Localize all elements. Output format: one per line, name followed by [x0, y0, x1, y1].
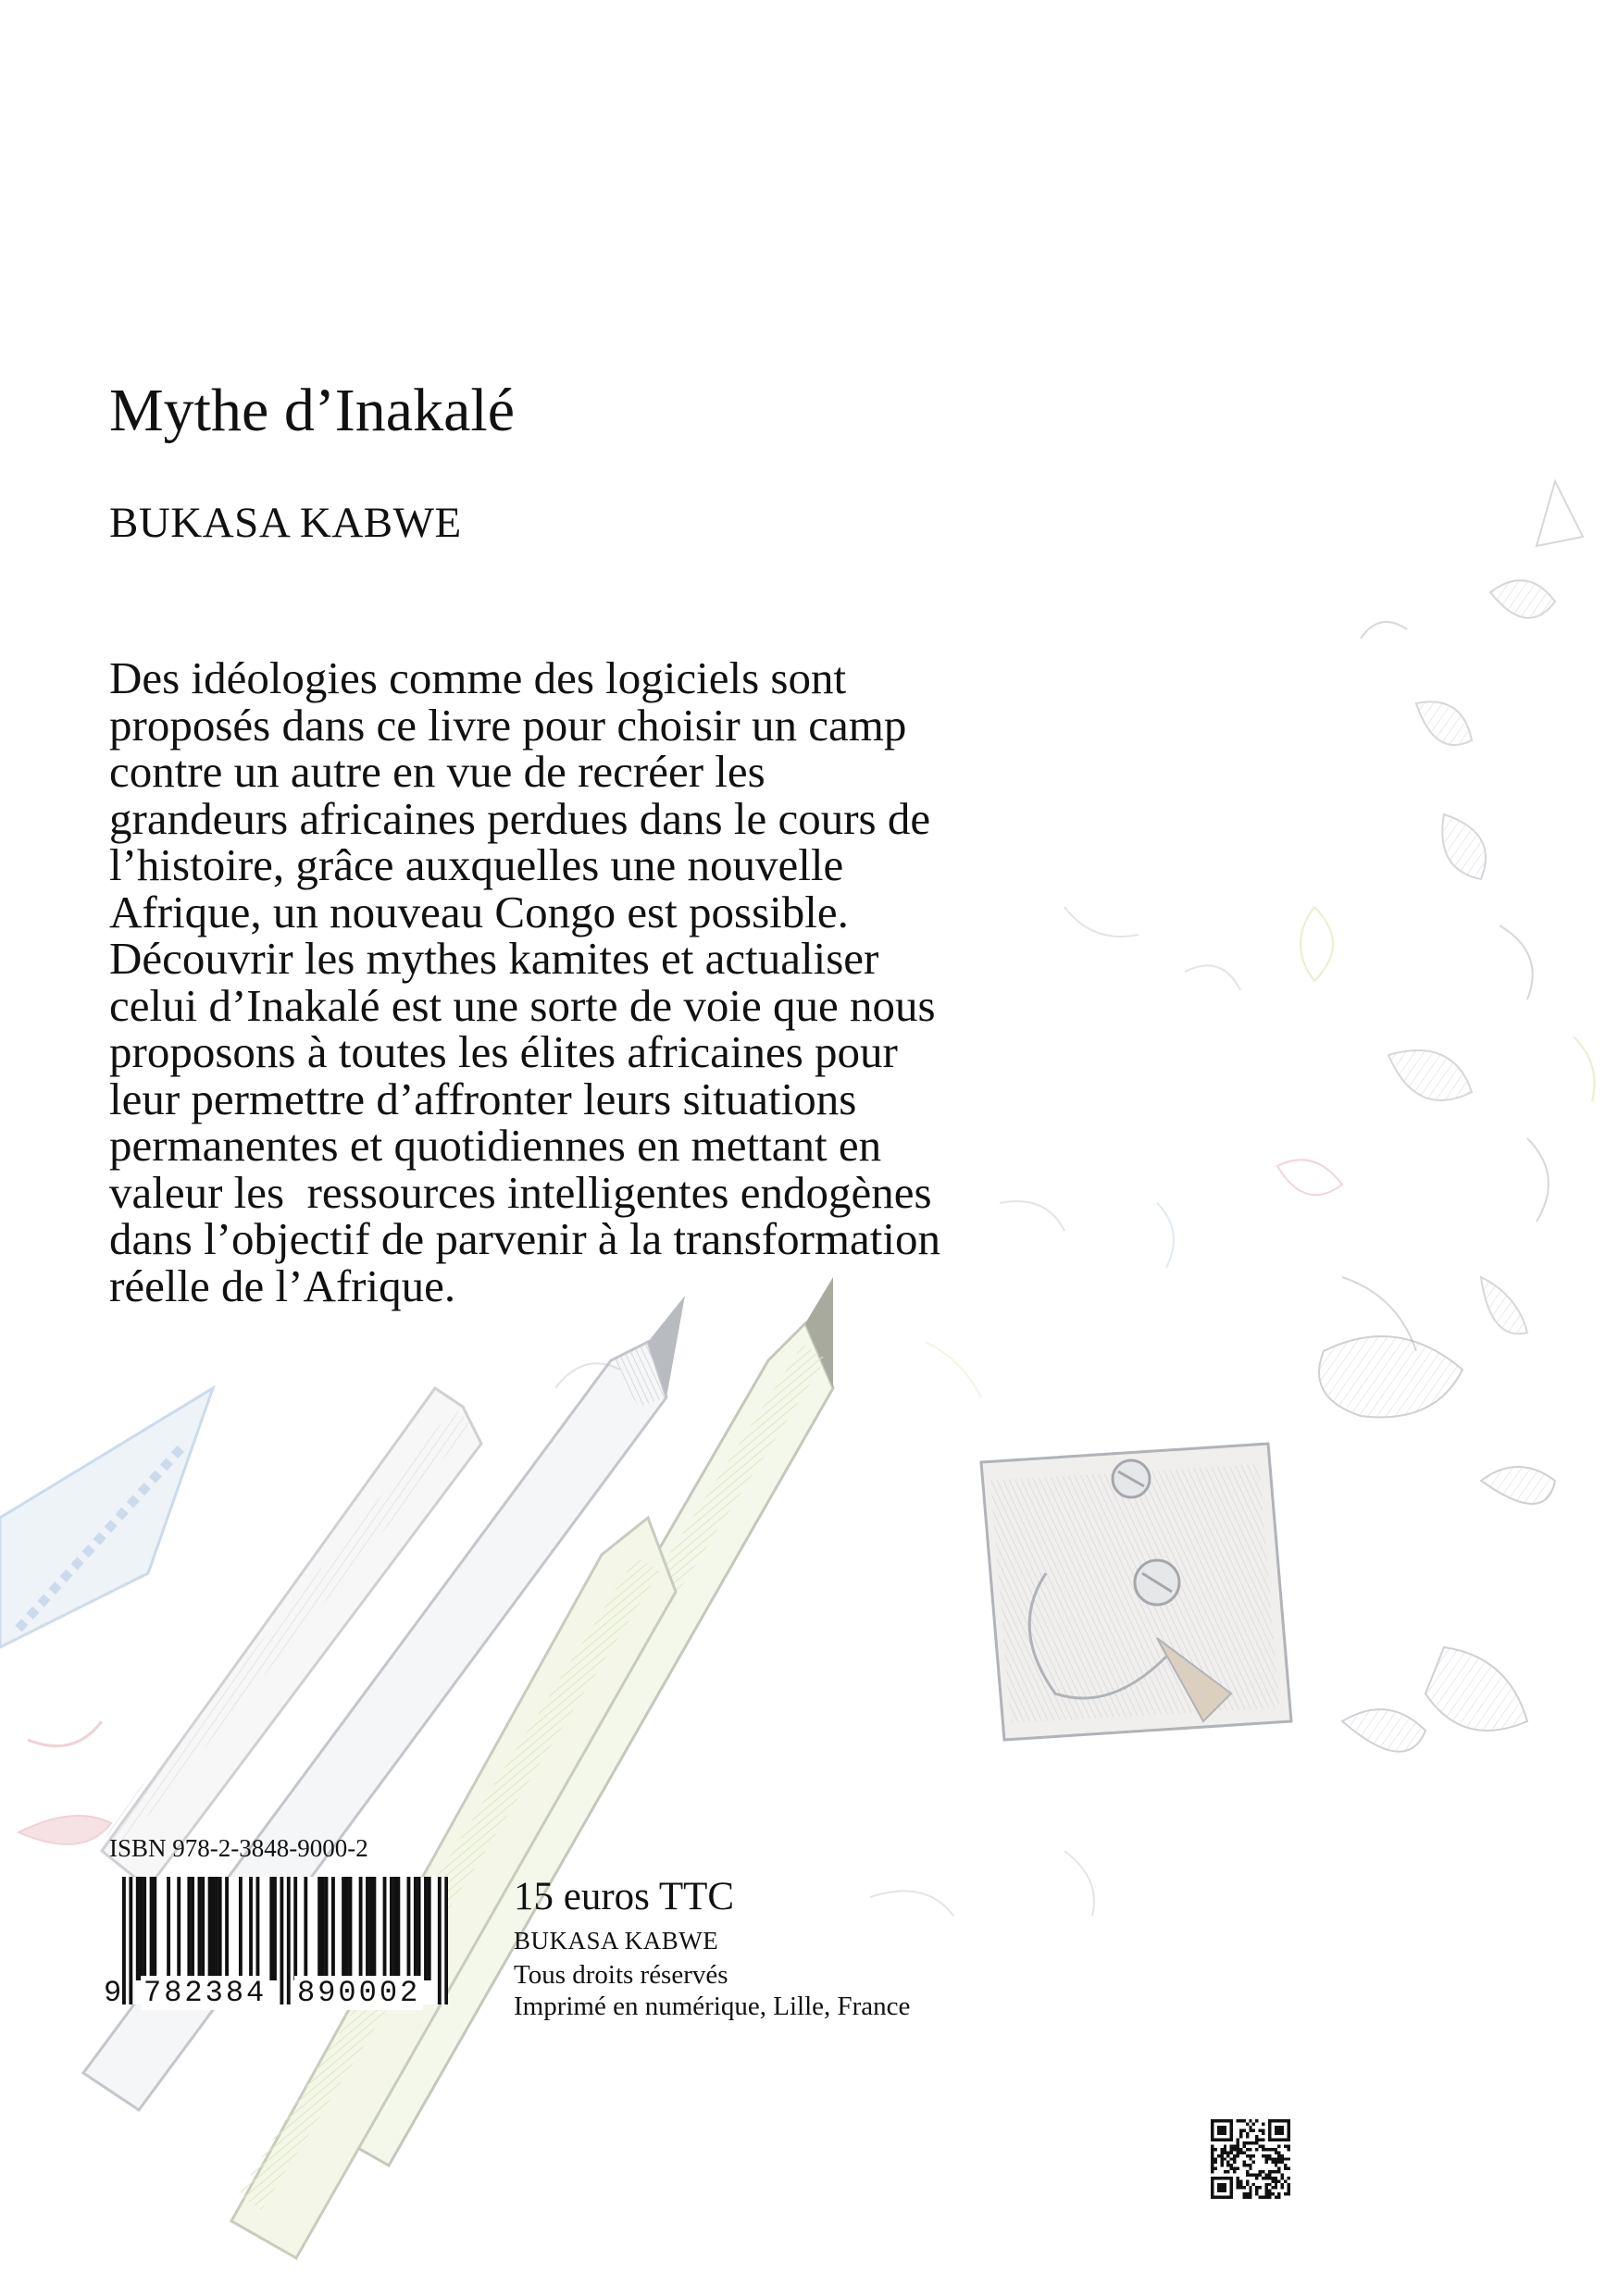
barcode-bar — [187, 1877, 191, 1980]
barcode-bar — [215, 1877, 218, 1980]
barcode-bar — [218, 1877, 222, 1980]
barcode-bar — [383, 1877, 387, 1980]
blurb-line: grandeurs africaines perdues dans le cours de — [109, 792, 931, 844]
barcode-bar — [321, 1877, 325, 1980]
barcode-bar — [293, 1877, 297, 1980]
barcode-bar — [140, 1877, 143, 1980]
blurb-line: Découvrir les mythes kamites et actualiser — [109, 933, 879, 984]
barcode-bar — [256, 1877, 260, 1980]
barcode-bar — [208, 1877, 212, 1980]
barcode-bar — [225, 1877, 229, 1980]
barcode-first-digit: 9 — [104, 1976, 122, 2010]
barcode-bar — [239, 1877, 243, 1980]
barcode-bar — [136, 1877, 140, 1980]
barcode-bar — [414, 1877, 417, 1980]
barcode-bar — [167, 1877, 170, 1980]
barcode-bar — [153, 1877, 156, 1980]
blurb-line: leur permettre d’affronter leurs situations — [109, 1073, 857, 1124]
qr-code-icon — [1211, 2119, 1290, 2199]
price-label: 15 euros TTC — [514, 1875, 735, 1918]
sharpener-sketch — [981, 1444, 1291, 1740]
blurb-line: contre un autre en vue de recréer les — [109, 746, 765, 797]
barcode-left-group: 782384 — [141, 1976, 269, 2010]
barcode-bar — [325, 1877, 329, 1980]
publisher-name: BUKASA KABWE — [514, 1927, 719, 1955]
blurb-line: celui d’Inakalé est une sorte de voie que nous — [109, 979, 936, 1031]
blurb-line: dans l’objectif de parvenir à la transformation — [109, 1213, 940, 1264]
blurb-line: valeur les ressources intelligentes endogènes — [109, 1166, 932, 1218]
barcode-bar — [191, 1877, 194, 1980]
barcode-bar — [331, 1877, 335, 1980]
rights-notice: Tous droits réservés — [514, 1960, 728, 1990]
blurb-line: proposons à toutes les élites africaines pour — [109, 1026, 898, 1077]
barcode-bar — [372, 1877, 376, 1980]
barcode-bar — [393, 1877, 397, 1980]
barcode-bar — [428, 1877, 431, 1980]
barcode-bar — [396, 1877, 400, 1980]
barcode-bar — [349, 1877, 353, 1980]
barcode-bar — [417, 1877, 421, 1980]
barcode-bar — [269, 1877, 273, 1980]
barcode-bar — [369, 1877, 373, 1980]
author-name: BUKASA KABWE — [109, 499, 462, 547]
book-blurb — [109, 652, 1220, 1311]
barcode-bar — [198, 1877, 202, 1980]
book-title: Mythe d’Inakalé — [109, 377, 515, 444]
barcode-digits — [104, 1976, 448, 2013]
barcode-bar — [407, 1877, 411, 1980]
barcode-bar — [273, 1877, 277, 1980]
pencils-sketch — [0, 1277, 833, 2258]
barcode-bar — [366, 1877, 369, 1980]
barcode-bar — [177, 1877, 180, 1980]
barcode-bar — [201, 1877, 205, 1980]
barcode-bar — [304, 1877, 307, 1980]
shavings-right — [1319, 1336, 1555, 1752]
barcode-bar — [359, 1877, 363, 1980]
barcode-bar — [150, 1877, 154, 1980]
barcode-bar — [345, 1877, 349, 1980]
blurb-line: réelle de l’Afrique. — [109, 1260, 456, 1311]
blurb-line: l’histoire, grâce auxquelles une nouvelle — [109, 839, 844, 890]
barcode-right-group: 890002 — [294, 1976, 423, 2010]
blurb-line: Afrique, un nouveau Congo est possible. — [109, 886, 849, 937]
barcode-bar — [143, 1877, 146, 1980]
barcode-bar — [211, 1877, 215, 1980]
barcode-bar — [249, 1877, 253, 1980]
print-location: Imprimé en numérique, Lille, France — [514, 1992, 911, 2021]
blurb-line: Des idéologies comme des logiciels sont — [109, 652, 847, 703]
barcode-bar — [317, 1877, 321, 1980]
barcode-bar — [424, 1877, 428, 1980]
barcode-bar — [342, 1877, 345, 1980]
blurb-line: proposés dans ce livre pour choisir un camp — [109, 699, 907, 751]
isbn-label: ISBN 978-2-3848-9000-2 — [109, 1834, 368, 1862]
blurb-line: permanentes et quotidiennes en mettant en — [109, 1120, 882, 1171]
barcode-bar — [390, 1877, 393, 1980]
shavings-top-right — [1277, 481, 1595, 1351]
